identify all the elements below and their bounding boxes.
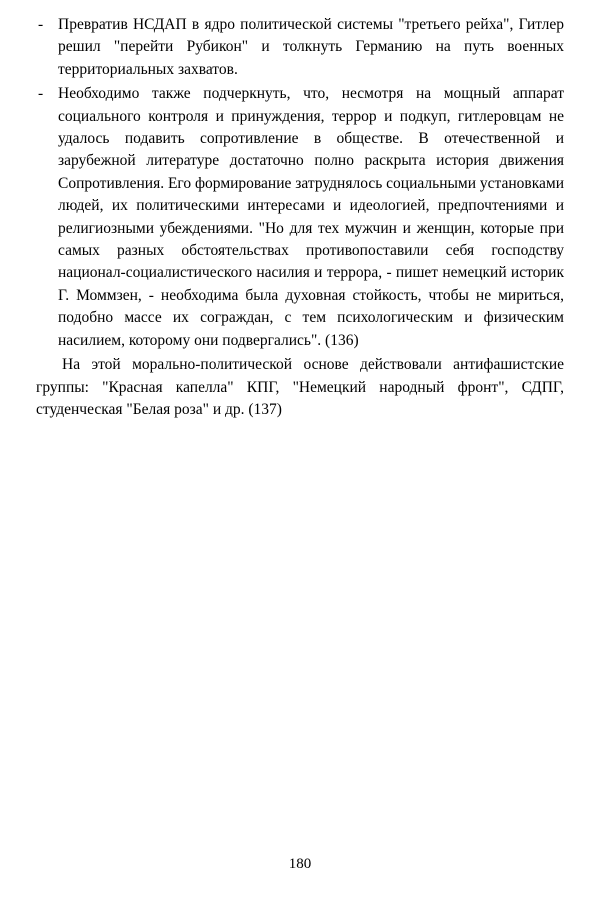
- page-content: [36, 14, 564, 421]
- bullet-text: Превратив НСДАП в ядро политической системы "третьего рейха", Гитлер решил "перейти Рубикон" и толкнуть Германию на путь военных территориальных захватов.: [58, 16, 564, 78]
- page-number: 180: [288, 856, 312, 872]
- bullet-text: Необходимо также подчеркнуть, что, несмотря на мощный аппарат социального контроля и принуждения, террор и подкуп, гитлеровцам не удалось подавить сопротивление в обществе. В отечественной и зарубежной литературе достаточно полно раскрыта история движения Сопротивления. Его формирование затруднялось социальными установками людей, их политическими интересами и идеологией, предпочтениями и религиозными убеждениями. "Но для тех мужчин и женщин, которые при самых разных обстоятельствах противопоставили себя господству национал-социалистического насилия и террора, - пишет немецкий историк Г. Моммзен, - необходима была духовная стойкость, чтобы не мириться, подобно массе их сограждан, с тем психологическим и физическим насилием, которому они подвергались". (136): [58, 85, 564, 349]
- list-item: [36, 14, 564, 81]
- bullet-marker: -: [38, 16, 44, 33]
- list-item: [36, 83, 564, 352]
- bullet-marker: -: [38, 85, 44, 103]
- body-paragraph: На этой морально-политической основе действовали антифашистские группы: "Красная капелла" КПГ, "Немецкий народный фронт", СДПГ, студенческая "Белая роза" и др. (137): [36, 356, 564, 418]
